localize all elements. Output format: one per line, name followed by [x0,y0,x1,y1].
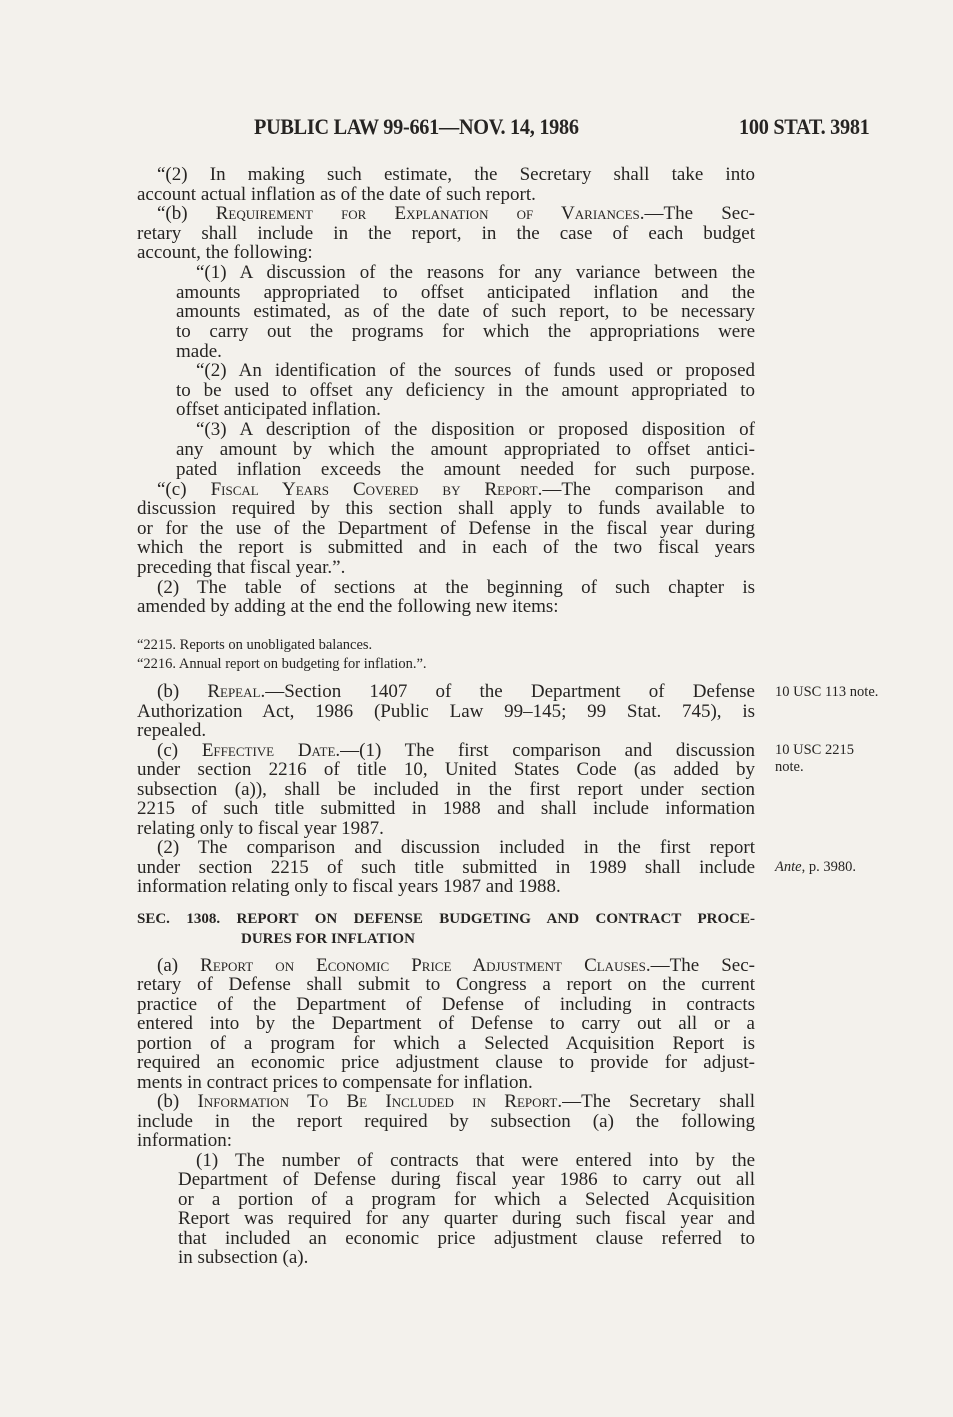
line-text: practice of the Department of Defense of including in contracts [137,995,755,1015]
line-text: “(3) A description of the disposition or proposed disposition of [196,420,755,440]
line-text: preceding that fiscal year.”. [137,557,346,578]
text-line [157,682,755,702]
text-line [176,322,755,342]
text-line [137,538,755,558]
line-text: amended by adding at the end the following new items: [137,596,559,617]
line-text: (2) The table of sections at the beginning of such chapter is [157,578,755,598]
subsection-heading: Repeal [207,682,261,702]
line-text: made. [176,341,222,362]
subsection-heading: Information To Be Included in Report [197,1092,558,1112]
text-line [137,654,755,674]
line-text: retary shall include in the report, in the case of each budget [137,224,755,244]
line-text: .—The comparison and [537,480,755,500]
text-line [137,721,755,741]
subsection-heading: Requirement for Explanation of Variances [215,204,640,224]
margin-note [775,859,856,876]
text-line [176,460,755,480]
text-line [137,877,755,897]
text-line [196,263,755,283]
text-line [176,381,755,401]
text-line [137,243,755,263]
line-text: “2216. Annual report on budgeting for inflation.”. [137,656,427,672]
line-text: SEC. 1308. REPORT ON DEFENSE BUDGETING AND CONTRACT PROCE- [137,911,755,927]
line-text: or for the use of the Department of Defense in the fiscal year during [137,519,755,539]
line-text: “(2) An identification of the sources of funds used or proposed [196,361,755,381]
line-text: under section 2215 of such title submitted in 1989 shall include [137,858,755,878]
line-text: Department of Defense during fiscal year 1986 to carry out all [178,1170,755,1190]
line-text: (1) The number of contracts that were entered into by the [196,1151,755,1171]
line-text: .—(1) The first comparison and discussion [335,741,755,761]
text-line [178,1170,755,1190]
text-line [196,420,755,440]
text-line [137,995,755,1015]
text-line [137,1034,755,1054]
line-text: information: [137,1130,232,1151]
line-text: “(c) [157,480,211,500]
line-text: “(1) A discussion of the reasons for any variance between the [196,263,755,283]
section-heading-line [137,909,755,929]
text-line [137,1073,755,1093]
text-line [176,440,755,460]
margin-note-text: 10 USC 113 note. [775,684,879,700]
text-line [157,204,755,224]
text-line [178,1190,755,1210]
line-text: include in the report required by subsection (a) the following [137,1112,755,1132]
line-text: relating only to fiscal year 1987. [137,818,384,839]
line-text: account actual inflation as of the date of such report. [137,184,536,205]
subsection-heading: Fiscal Years Covered by Report [210,480,538,500]
text-line [137,1112,755,1132]
text-line [176,283,755,303]
text-line [137,1131,755,1151]
text-line [178,1229,755,1249]
text-line [137,1014,755,1034]
line-text: .—The Secretary shall [557,1092,755,1112]
line-text: amounts estimated, as of the date of such report, to be necessary [176,302,755,322]
text-line [137,760,755,780]
line-text: amounts appropriated to offset anticipated inflation and the [176,283,755,303]
line-text: that included an economic price adjustment clause referred to [178,1229,755,1249]
line-text: which the report is submitted and in each of the two fiscal years [137,538,755,558]
line-text: to be used to offset any deficiency in the amount appropriated to [176,381,755,401]
text-line [137,499,755,519]
text-line [157,578,755,598]
line-text: pated inflation exceeds the amount needed for such purpose. [176,460,755,480]
line-text: portion of a program for which a Selected Acquisition Report is [137,1034,755,1054]
text-line [157,741,755,761]
line-text: under section 2216 of title 10, United States Code (as added by [137,760,755,780]
line-text: “2215. Reports on unobligated balances. [137,637,373,653]
text-line [157,838,755,858]
subsection-heading: Report on Economic Price Adjustment Clauses [200,956,646,976]
line-text: .—The Sec- [645,956,755,976]
line-text: DURES FOR INFLATION [241,931,415,947]
text-line [196,1151,755,1171]
line-text: to carry out the programs for which the appropriations were [176,322,755,342]
text-line [176,400,755,420]
text-line [137,858,755,878]
line-text: or a portion of a program for which a Selected Acquisition [178,1190,755,1210]
page-number: 100 STAT. 3981 [739,114,870,139]
line-text: 2215 of such title submitted in 1988 and shall include information [137,799,755,819]
line-text: information relating only to fiscal years 1987 and 1988. [137,876,561,897]
line-text: repealed. [137,720,207,741]
line-text: in subsection (a). [178,1247,309,1268]
text-line [157,165,755,185]
margin-note-text: , p. 3980. [801,859,856,875]
margin-note-text: note. [775,759,804,775]
line-text: required an economic price adjustment clause to provide for adjust- [137,1053,755,1073]
text-line [137,1053,755,1073]
line-text: (a) [157,956,201,976]
line-text: (2) The comparison and discussion included in the first report [157,838,755,858]
line-text: Authorization Act, 1986 (Public Law 99–145; 99 Stat. 745), is [137,702,755,722]
margin-note-text: Ante [775,859,802,875]
text-line [157,1092,755,1112]
text-line [137,799,755,819]
text-line [137,975,755,995]
text-line [196,361,755,381]
text-line [137,558,755,578]
running-header-title: PUBLIC LAW 99-661—NOV. 14, 1986 [254,114,579,139]
text-line [157,480,755,500]
line-text: (b) [157,1092,198,1112]
text-line [137,635,755,655]
margin-note [775,684,878,701]
line-text: any amount by which the amount appropriated to offset antici- [176,440,755,460]
text-line [137,702,755,722]
text-line [178,1209,755,1229]
line-text: (c) [157,741,202,761]
line-text: .—Section 1407 of the Department of Defense [260,682,755,702]
text-line [176,302,755,322]
text-line [178,1248,755,1268]
line-text: subsection (a)), shall be included in the first report under section [137,780,755,800]
line-text: entered into by the Department of Defense to carry out all or a [137,1014,755,1034]
line-text: retary of Defense shall submit to Congress a report on the current [137,975,755,995]
section-heading-line [241,929,755,949]
text-line [137,597,755,617]
line-text: “(b) [157,204,216,224]
text-line [137,185,755,205]
line-text: (b) [157,682,208,702]
line-text: Report was required for any quarter during such fiscal year and [178,1209,755,1229]
margin-note-text: 10 USC 2215 [775,742,854,758]
text-line [137,519,755,539]
text-line [137,780,755,800]
margin-note [775,742,854,776]
subsection-heading: Effective Date [201,741,336,761]
line-text: offset anticipated inflation. [176,399,381,420]
line-text: .—The Sec- [639,204,755,224]
text-line [157,956,755,976]
line-text: “(2) In making such estimate, the Secretary shall take into [157,165,755,185]
line-text: ments in contract prices to compensate for inflation. [137,1072,533,1093]
text-line [137,819,755,839]
text-line [176,342,755,362]
text-line [137,224,755,244]
line-text: discussion required by this section shall apply to funds available to [137,499,755,519]
line-text: account, the following: [137,242,313,263]
